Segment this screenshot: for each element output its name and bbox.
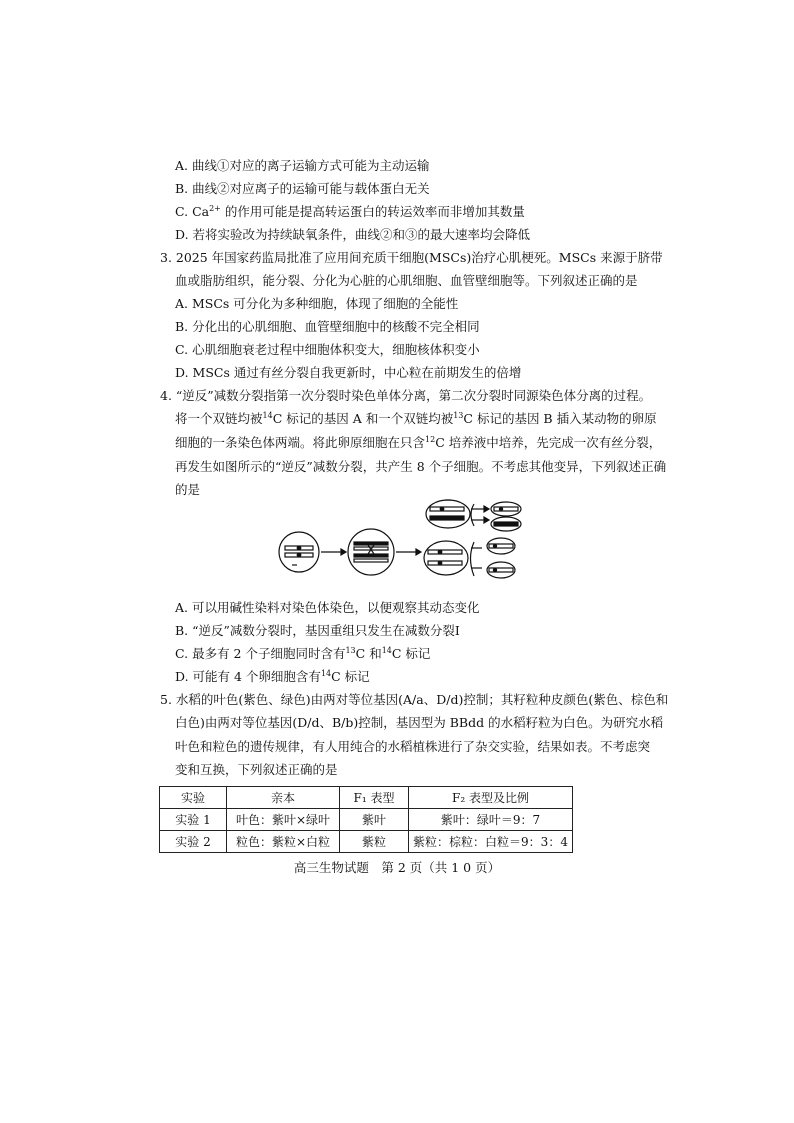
header-f2: F₂ 表型及比例 [409, 787, 573, 809]
q4-option-d: D. 可能有 4 个卵细胞含有$^{14}$C 标记 [175, 668, 370, 684]
q5-stem-line2: 白色)由两对等位基因(D/d、B/b)控制，基因型为 BBdd 的水稻籽粒为白色。为研究水稻 [175, 715, 664, 730]
table-row [160, 809, 573, 831]
q3-option-d: D. MSCs 通过有丝分裂自我更新时，中心粒在前期发生的倍增 [175, 365, 522, 380]
header-parents: 亲本 [227, 787, 340, 809]
table-cell: 紫粒 [340, 831, 409, 853]
secondary-cell-lower [424, 541, 468, 575]
table-header-row [160, 787, 573, 809]
table-cell: 实验 2 [160, 831, 227, 853]
table-cell: 实验 1 [160, 809, 227, 831]
q3-option-b: B. 分化出的心肌细胞、血管壁细胞中的核酸不完全相同 [175, 319, 480, 334]
q4-stem-line2: 将一个双链均被$^{14}$C 标记的基因 A 和一个双链均被$^{13}$C 标记的基因 B 插入某动物的卵原 [175, 410, 657, 426]
q4-option-c: C. 最多有 2 个子细胞同时含有$^{13}$C 和$^{14}$C 标记 [175, 645, 431, 661]
q3-stem-line2: 血或脂肪组织，能分裂、分化为心脏的心肌细胞、血管壁细胞等。下列叙述正确的是 [175, 273, 638, 288]
q4-stem-line1: 4. “逆反”减数分裂指第一次分裂时染色单体分离，第二次分裂时同源染色体分离的过程。 [160, 388, 652, 403]
q5-stem-line1: 5. 水稻的叶色(紫色、绿色)由两对等位基因(A/a、D/d)控制；其籽粒种皮颜色(紫色、棕色和 [160, 692, 669, 707]
q4-stem-line5: 的是 [175, 482, 201, 497]
q4-stem-line3: 细胞的一条染色体两端。将此卵原细胞在只含$^{12}$C 培养液中培养，先完成一次有丝分裂， [175, 434, 662, 450]
q3-stem-line1: 3. 2025 年国家药监局批准了应用间充质干细胞(MSCs)治疗心肌梗死。MSCs 来源于脐带 [160, 250, 663, 265]
q4-stem-line4: 再发生如图所示的“逆反”减数分裂，共产生 8 个子细胞。不考虑其他变异，下列叙述正确 [175, 459, 667, 474]
experiment-table [159, 786, 573, 853]
secondary-cell-upper [426, 500, 470, 528]
table-cell: 紫叶：绿叶＝9：7 [409, 809, 573, 831]
q2-option-d: D. 若将实验改为持续缺氧条件，曲线②和③的最大速率均会降低 [175, 227, 531, 242]
reverse-meiosis-diagram [275, 496, 535, 596]
header-experiment: 实验 [160, 787, 227, 809]
table-cell: 紫叶 [340, 809, 409, 831]
q2-option-b: B. 曲线②对应离子的运输可能与载体蛋白无关 [175, 181, 430, 196]
q2-option-c: C. $Ca^{2+}$ 的作用可能是提高转运蛋白的转运效率而非增加其数量 [175, 203, 525, 219]
table-cell: 粒色：紫粒×白粒 [227, 831, 340, 853]
oocyte-cell [279, 532, 319, 572]
table-cell: 紫粒：棕粒：白粒＝9：3：4 [409, 831, 573, 853]
q5-stem-line4: 变和互换，下列叙述正确的是 [175, 762, 338, 777]
header-f1: F₁ 表型 [340, 787, 409, 809]
q2-option-a: A. 曲线①对应的离子运输方式可能为主动运输 [175, 158, 430, 173]
q3-option-a: A. MSCs 可分化为多种细胞，体现了细胞的全能性 [175, 296, 459, 311]
q4-option-a: A. 可以用碱性染料对染色体染色，以便观察其动态变化 [175, 600, 480, 615]
table-cell: 叶色：紫叶×绿叶 [227, 809, 340, 831]
q5-stem-line3: 叶色和粒色的遗传规律，有人用纯合的水稻植株进行了杂交实验，结果如表。不考虑突 [175, 739, 651, 754]
q3-option-c: C. 心肌细胞衰老过程中细胞体积变大，细胞核体积变小 [175, 342, 480, 357]
table-row [160, 831, 573, 853]
q4-option-b: B. “逆反”减数分裂时，基因重组只发生在减数分裂Ⅰ [175, 623, 460, 638]
dividing-cell [348, 529, 394, 575]
page-footer: 高三生物试题 第 2 页（共 1 0 页） [293, 860, 501, 875]
